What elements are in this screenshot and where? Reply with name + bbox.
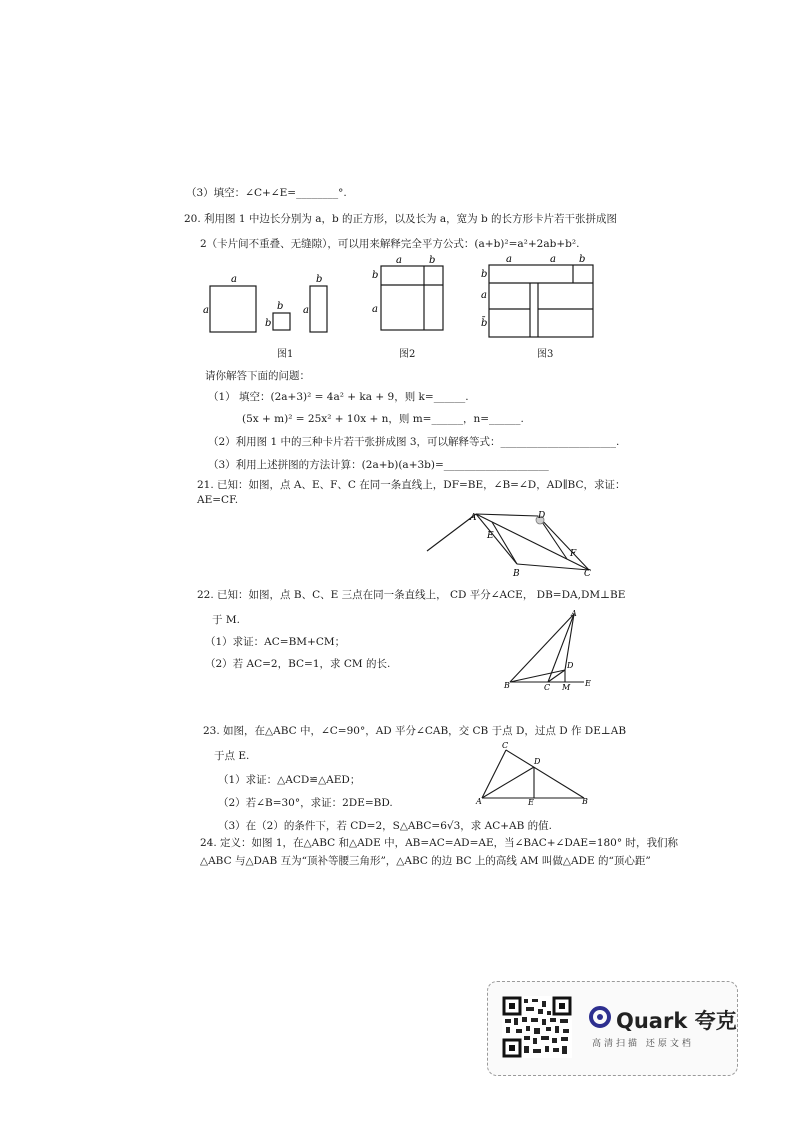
q20-part3: （3）利用上述拼图的方法计算：(2a+b)(a+3b)=____________________: [208, 459, 549, 471]
square-b: [273, 313, 290, 330]
svg-text:E: E: [585, 679, 591, 688]
q23-part1: （1）求证：△ACD≌△AED；: [218, 774, 361, 786]
q20-stem-line1: 20. 利用图 1 中边长分别为 a，b 的正方形，以及长为 a，宽为 b 的长方形卡片若干张拼成图: [184, 213, 618, 225]
svg-text:D: D: [567, 661, 574, 670]
label-b-top: b: [277, 301, 284, 312]
q23-part3: （3）在（2）的条件下，若 CD=2，S△ABC=6√3，求 AC+AB 的值.: [218, 820, 552, 832]
figure-3-caption: 图3: [537, 349, 554, 360]
figure-3: [478, 252, 598, 340]
svg-text:D: D: [538, 511, 546, 521]
label-a-rect: a: [303, 305, 309, 316]
q22-figure: [502, 606, 592, 692]
svg-text:b: b: [372, 270, 379, 281]
svg-text:M: M: [562, 683, 571, 692]
svg-text:a: a: [550, 254, 556, 265]
label-b-rect: b: [316, 274, 323, 285]
qr-code-icon: [502, 996, 572, 1058]
q22-part2: （2）若 AC=2，BC=1，求 CM 的长.: [205, 658, 391, 670]
q20-part1-a: （1） 填空：(2a+3)² = 4a² + ka + 9，则 k=______.: [208, 391, 469, 403]
figure-1-caption: 图1: [277, 349, 294, 360]
q20-stem-line2: 2（卡片间不重叠、无缝隙），可以用来解释完全平方公式：(a+b)²=a²+2ab+b².: [200, 238, 580, 250]
svg-text:B: B: [582, 797, 588, 806]
q23-figure: [474, 740, 594, 806]
svg-text:A: A: [470, 513, 477, 523]
svg-text:C: C: [502, 741, 509, 750]
q21-stem-line1: 21. 已知：如图，点 A、E、F、C 在同一条直线上，DF=BE，∠B=∠D，AD∥BC，求证：: [197, 479, 626, 491]
svg-text:A: A: [476, 797, 482, 806]
q19-part3: （3）填空：∠C+∠E=________°.: [186, 187, 347, 199]
svg-text:a: a: [372, 304, 378, 315]
label-b-side: b: [265, 318, 272, 329]
svg-text:B: B: [513, 569, 520, 579]
q22-stem-line2: 于 M.: [212, 614, 240, 626]
q23-part2: （2）若∠B=30°，求证：2DE=BD.: [218, 797, 393, 809]
rect-ab: [310, 286, 327, 332]
figure-2: [368, 252, 448, 334]
svg-text:E: E: [528, 798, 534, 806]
svg-text:b̄: b̄: [481, 318, 488, 329]
svg-text:b: b: [481, 269, 488, 280]
q21-stem-line2: AE=CF.: [197, 494, 239, 506]
quark-brand-name: Quark 夸克: [616, 1009, 737, 1033]
label-a-side: a: [203, 305, 209, 316]
square-a: [210, 286, 256, 332]
q24-stem-line1: 24. 定义：如图 1，在△ABC 和△ADE 中，AB=AC=AD=AE，当∠BAC+∠DAE=180° 时，我们称: [200, 837, 678, 849]
svg-text:a: a: [396, 255, 402, 266]
figure-2-caption: 图2: [399, 349, 416, 360]
q20-part2: （2）利用图 1 中的三种卡片若干张拼成图 3，可以解释等式：______________________.: [208, 436, 620, 448]
q20-part1-b: (5x + m)² = 25x² + 10x + n，则 m=______，n=______.: [242, 413, 524, 425]
quark-logo-icon: [588, 1005, 612, 1029]
q20-prompt: 请你解答下面的问题：: [205, 370, 310, 382]
q23-stem-line1: 23. 如图，在△ABC 中，∠C=90°，AD 平分∠CAB，交 CB 于点 D，过点 D 作 DE⊥AB: [203, 725, 627, 737]
svg-text:a: a: [481, 290, 487, 301]
quark-tagline: 高清扫描 还原文档: [592, 1039, 694, 1049]
q22-stem-line1: 22. 已知：如图，点 B、C、E 三点在同一条直线上， CD 平分∠ACE， DB=DA,DM⊥BE: [197, 589, 626, 601]
svg-text:b: b: [579, 254, 586, 265]
svg-text:A: A: [571, 609, 577, 618]
svg-text:C: C: [584, 569, 591, 579]
label-a-top: a: [231, 274, 237, 285]
svg-text:b: b: [429, 255, 436, 266]
svg-text:F: F: [570, 549, 577, 559]
q23-stem-line2: 于点 E.: [214, 750, 250, 762]
svg-text:E: E: [487, 531, 494, 541]
svg-text:a: a: [506, 254, 512, 265]
figure-1: [200, 268, 340, 340]
svg-text:B: B: [504, 681, 510, 690]
q21-figure: [424, 506, 604, 581]
svg-text:C: C: [544, 683, 551, 692]
q22-part1: （1）求证：AC=BM+CM；: [205, 636, 346, 648]
svg-text:D: D: [534, 757, 541, 766]
q24-stem-line2: △ABC 与△DAB 互为“顶补等腰三角形”，△ABC 的边 BC 上的高线 AM 叫做△ADE 的“顶心距”: [200, 855, 651, 867]
